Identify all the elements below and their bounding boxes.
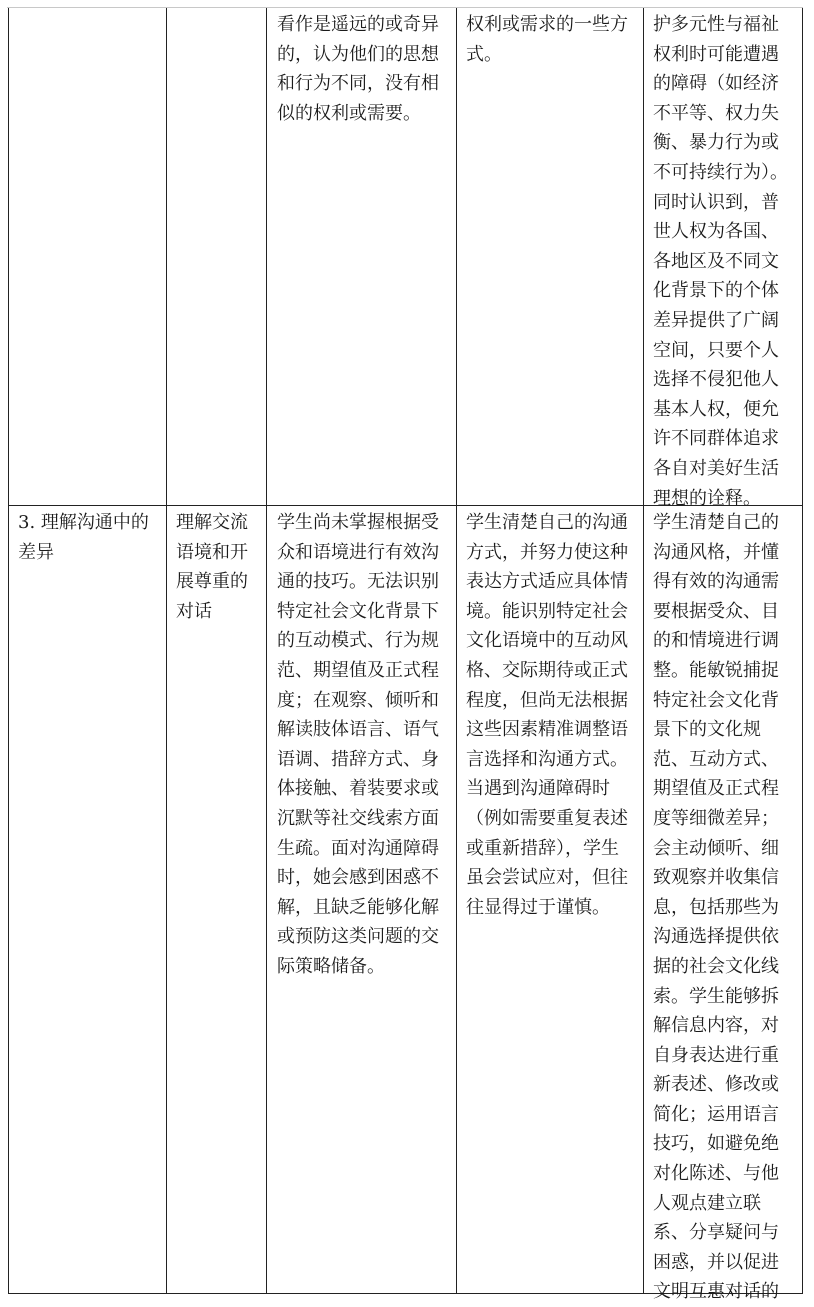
table-cell-r1-c5: 护多元性与福祉权利时可能遭遇的障碍（如经济不平等、权力失衡、暴力行为或不可持续行为）。同时认识到，普世人权为各国、各地区及不同文化背景下的个体差异提供了广阔空间，只要个人选择不侵犯他人基本人权，便允许不同群体追求各自对美好生活理想的诠释。 [653, 14, 788, 509]
table-column-divider-3 [456, 8, 457, 1294]
table-cell-r1-c3: 看作是遥远的或奇异的，认为他们的思想和行为不同，没有相似的权利或需要。 [277, 14, 439, 124]
table-border-left [8, 8, 9, 1294]
table-cell-r2-c2: 理解交流语境和开展尊重的对话 [176, 512, 248, 622]
table-cell-r2-c5: 学生清楚自己的沟通风格，并懂得有效的沟通需要根据受众、目的和情境进行调整。能敏锐捕捉特定社会文化背景下的文化规范、互动方式、期望值及正式程度等细微差异；会主动倾听、细致观察并收集信息，包括那些为沟通选择提供依据的社会文化线索。学生能够拆解信息内容，对自身表达进行重新表述、修改或简化；运用语言技巧，如避免绝对化陈述、与他人观点建立联系、分享疑问与困惑，并以促进文明互惠对话的 [653, 512, 779, 1303]
top-divider [7, 7, 803, 8]
table-cell-r1-c4: 权利或需求的一些方式。 [466, 14, 628, 65]
table-cell-r2-c3: 学生尚未掌握根据受众和语境进行有效沟通的技巧。无法识别特定社会文化背景下的互动模式、行为规范、期望值及正式程度；在观察、倾听和解读肢体语言、语气语调、措辞方式、身体接触、着装要求或沉默等社交线索方面生疏。面对沟通障碍时，她会感到困惑不解，且缺乏能够化解或预防这类问题的交际策略储备。 [277, 512, 439, 977]
table-column-divider-1 [166, 8, 167, 1294]
table-cell-r2-c1: 3. 理解沟通中的差异 [18, 512, 149, 563]
table-cell-r2-c4: 学生清楚自己的沟通方式，并努力使这种表达方式适应具体情境。能识别特定社会文化语境中的互动风格、交际期待或正式程度，但尚无法根据这些因素精准调整语言选择和沟通方式。当遇到沟通障碍时（例如需要重复表述或重新措辞），学生虽会尝试应对，但往往显得过于谨慎。 [466, 512, 628, 918]
table-column-divider-2 [266, 8, 267, 1294]
table-column-divider-4 [643, 8, 644, 1294]
table-border-right [802, 8, 803, 1294]
